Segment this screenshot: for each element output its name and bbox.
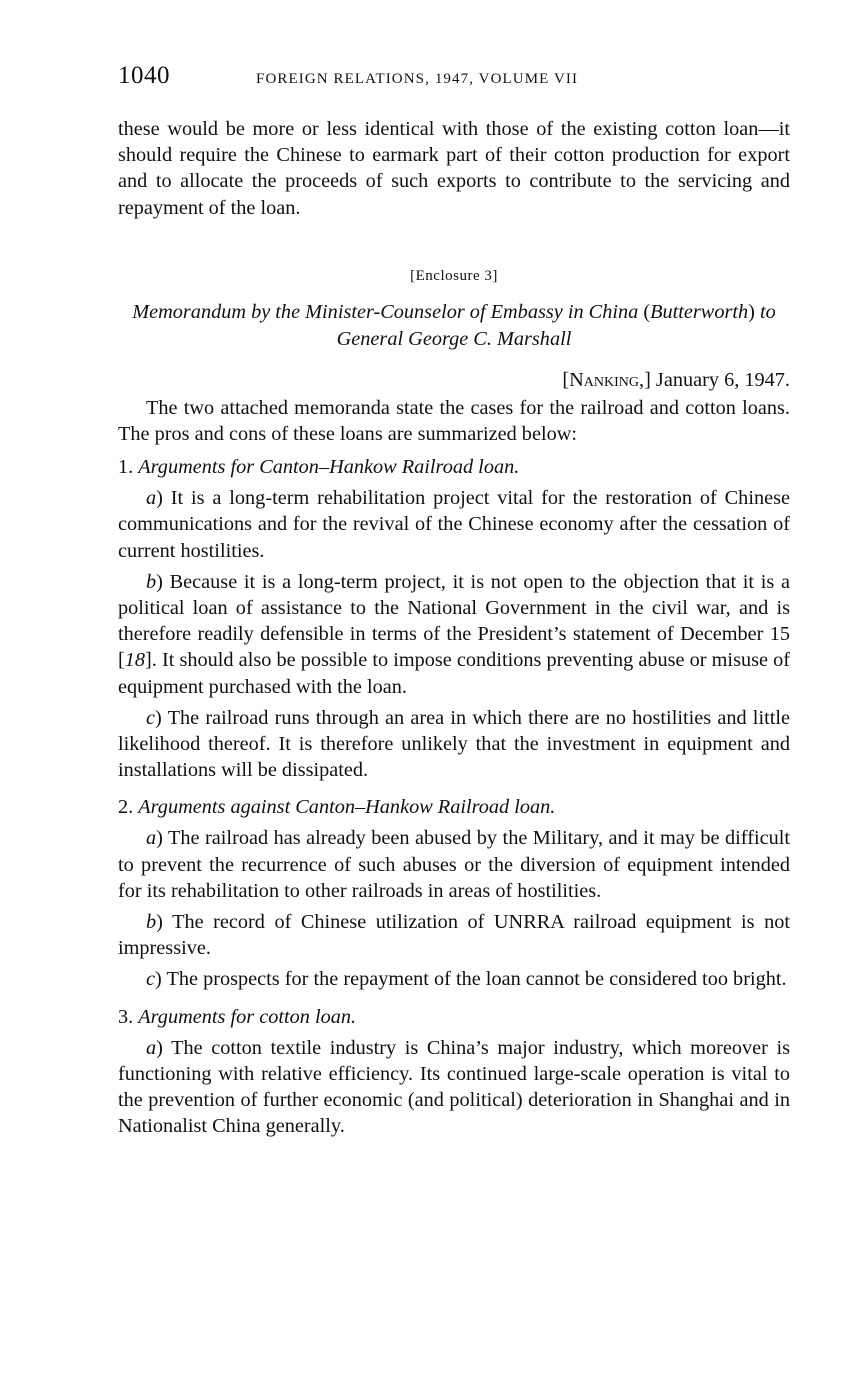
item-letter-suffix: ) bbox=[155, 706, 162, 729]
item-text: Because it is a long-term project, it is not open to the objection that it is a political loan of assistance to the National Government in the civil war, and is therefore readily defensible in terms of the President’s statement of December 15 [ bbox=[118, 570, 791, 672]
section-number: 1. bbox=[118, 456, 139, 479]
item-letter-suffix: ) bbox=[156, 570, 163, 593]
list-item bbox=[118, 966, 790, 992]
section-heading bbox=[118, 1004, 790, 1030]
item-letter-suffix: ) bbox=[156, 1036, 163, 1059]
dateline-place: Nanking, bbox=[569, 368, 645, 391]
page-number: 1040 bbox=[118, 62, 170, 89]
memorandum-title bbox=[118, 299, 790, 353]
list-item bbox=[118, 485, 790, 564]
item-letter-suffix: ) bbox=[156, 487, 163, 510]
item-text: The prospects for the repayment of the loan cannot be considered too bright. bbox=[166, 968, 787, 991]
item-letter: a bbox=[146, 487, 157, 510]
running-title: FOREIGN RELATIONS, 1947, VOLUME VII bbox=[256, 71, 579, 87]
dateline-date: January 6, 1947. bbox=[650, 368, 790, 391]
footnote-reference: 18 bbox=[124, 649, 146, 672]
lead-paragraph: these would be more or less identical with those of the existing cotton loan—it should require the Chinese to earmark part of their cotton production for export and to allocate the proceeds of such exports to contribute to the servicing and repayment of the loan. bbox=[118, 118, 790, 219]
memo-title-part3: to General George C. Marshall bbox=[336, 300, 776, 350]
list-item bbox=[118, 705, 790, 784]
list-item bbox=[118, 569, 790, 700]
section-title: Arguments for cotton loan. bbox=[138, 1005, 357, 1028]
list-item bbox=[118, 825, 790, 904]
section-number: 3. bbox=[118, 1005, 139, 1028]
item-letter-suffix: ) bbox=[155, 968, 162, 991]
dateline-close-bracket: ] bbox=[644, 368, 651, 391]
item-text: It is a long-term rehabilitation project vital for the restoration of Chinese communications and for the revival of the Chinese economy after the cessation of current hostilities. bbox=[118, 487, 790, 562]
item-text: The record of Chinese utilization of UNRRA railroad equipment is not impressive. bbox=[118, 911, 790, 960]
item-text: The railroad has already been abused by the Military, and it may be difficult to prevent the recurrence of such abuses or the diversion of equipment intended for its rehabilitation to other railroads in areas of hostilities. bbox=[118, 827, 790, 902]
item-text: The railroad runs through an area in which there are no hostilities and little likelihood thereof. It is therefore unlikely that the investment in equipment and installations will be dissipated. bbox=[118, 706, 790, 782]
item-letter: a bbox=[146, 1036, 157, 1059]
item-text: The cotton textile industry is China’s major industry, which moreover is functioning with relative efficiency. Its continued large-scale operation is vital to the prevention of further economic (and political) deterioration in Shanghai and in Nationalist China generally. bbox=[118, 1036, 790, 1138]
item-letter: b bbox=[146, 911, 157, 934]
memo-title-paren-close: ) bbox=[748, 300, 755, 323]
list-item bbox=[118, 909, 790, 961]
memo-title-paren-open: ( bbox=[643, 300, 651, 323]
section-number: 2. bbox=[118, 796, 139, 819]
running-header bbox=[118, 62, 790, 100]
dateline bbox=[118, 367, 790, 393]
enclosure-label: [Enclosure 3] bbox=[410, 267, 498, 284]
section-heading bbox=[118, 794, 790, 820]
item-letter: b bbox=[146, 570, 157, 593]
section-heading bbox=[118, 454, 790, 480]
section-title: Arguments against Canton–Hankow Railroad loan. bbox=[138, 796, 556, 819]
document-page bbox=[118, 62, 790, 1139]
memo-title-author: Butterworth bbox=[650, 300, 749, 323]
item-letter: c bbox=[146, 968, 156, 991]
memo-title-part1: Memorandum by the Minister-Counselor of Embassy in China bbox=[132, 300, 644, 323]
item-letter-suffix: ) bbox=[156, 911, 163, 934]
list-item bbox=[118, 1035, 790, 1140]
intro-paragraph: The two attached memoranda state the cases for the railroad and cotton loans. The pros and cons of these loans are summarized below: bbox=[118, 396, 790, 446]
dateline-open-bracket: [ bbox=[562, 368, 570, 391]
section-title: Arguments for Canton–Hankow Railroad loan. bbox=[138, 456, 520, 479]
item-letter: a bbox=[146, 827, 157, 850]
item-letter: c bbox=[146, 706, 156, 729]
item-letter-suffix: ) bbox=[156, 827, 163, 850]
item-text-continued: ]. It should also be possible to impose conditions preventing abuse or misuse of equipment purchased with the loan. bbox=[118, 649, 790, 698]
